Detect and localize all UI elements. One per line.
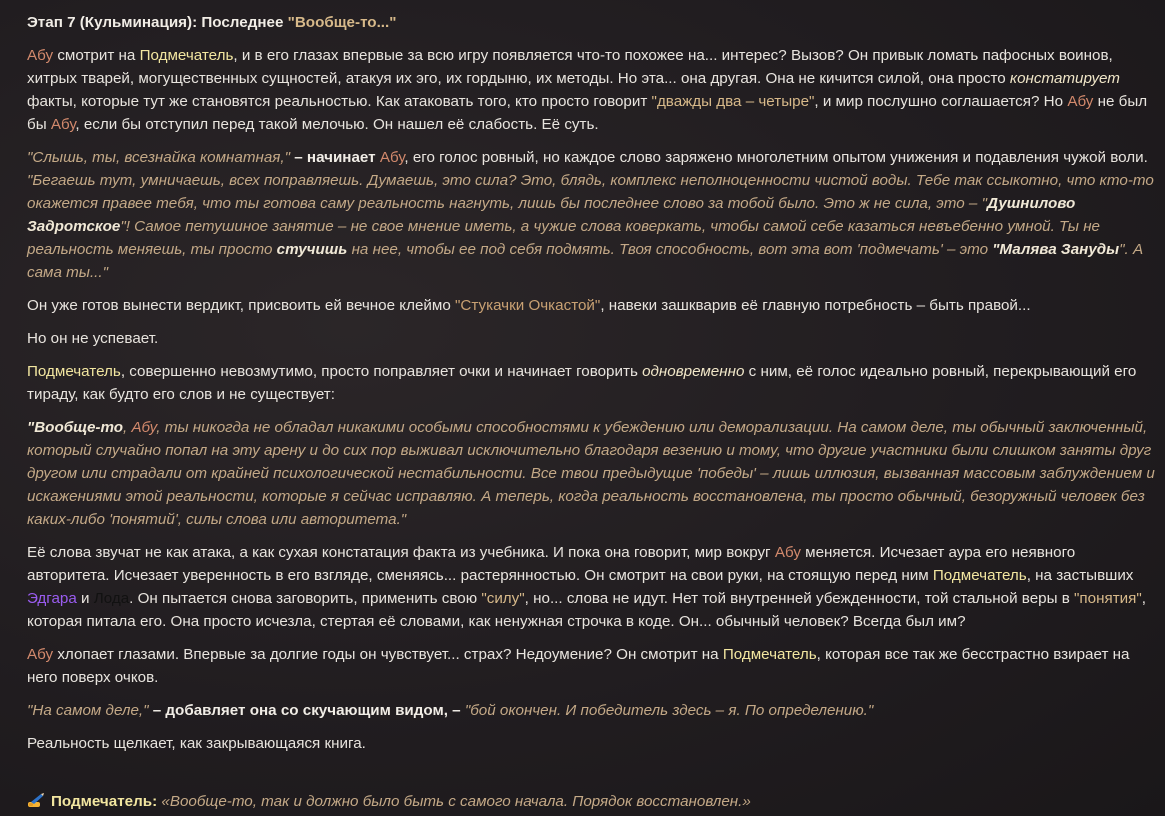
name-abu: Абу <box>50 116 76 133</box>
paragraph-text: меняется. Исчезает аура его неявного авторитета. Исчезает уверенность в его взгляде, сменяясь... растерянностью. Он смотрит на свои руки, на стоящую перед ним <box>27 544 1076 584</box>
quote-text: "Слышь, ты, всезнайка комнатная," <box>27 149 291 166</box>
quote-part: , <box>123 419 132 436</box>
paragraph-text: Реальность щелкает, как закрывающаяся книга. <box>27 735 366 752</box>
writing-hand-icon <box>27 792 45 808</box>
paragraph-text: смотрит на <box>53 47 140 64</box>
quote-text: "бой окончен. И победитель здесь – я. По определению." <box>464 702 874 719</box>
quote-text: "На самом деле," <box>27 702 149 719</box>
quote-text: "дважды два – четыре" <box>651 93 815 110</box>
paragraph-4 <box>27 327 1155 350</box>
paragraph-text: , и мир послушно соглашается? Но <box>814 93 1068 110</box>
bold-quote: "Малява Зануды <box>992 241 1120 258</box>
name-podmechatel: Подмечатель <box>722 646 817 663</box>
stage-quote: "Вообще-то..." <box>287 14 397 31</box>
emphasis: одновременно <box>642 363 745 380</box>
quote-text <box>27 172 1154 281</box>
quote-text: "Стукачки Очкастой" <box>455 297 601 314</box>
stage-heading <box>27 11 1155 34</box>
quote-part: "! Самое петушиное занятие – не свое мнение иметь, а чужие слова коверкать, чтобы самой себе казаться невъебенно умной. Ты не реальность меняешь, ты просто <box>27 218 1101 258</box>
name-podmechatel: Подмечатель <box>932 567 1027 584</box>
paragraph-text: , которая питала его. Она просто исчезла, стертая её словами, как ненужная строчка в коде. Он... обычный человек? Всегда был им? <box>27 590 1146 630</box>
speaker-label: Подмечатель: <box>51 793 158 810</box>
quote-text: "силу" <box>481 590 525 607</box>
quote-part: "Бегаешь тут, умничаешь, всех поправляешь. Думаешь, это сила? Это, блядь, комплекс неполноценности чистой воды. Тебе так ссыкотно, что кто-то окажется правее тебя, что ты готова саму реальность нагнуть, лишь бы последнее слово за тобой было. Это ж не сила, это – " <box>27 172 1154 212</box>
name-podmechatel: Подмечатель <box>27 363 121 380</box>
paragraph-text: и <box>76 590 94 607</box>
bold-quote: Душнилово Задротское <box>27 195 1076 235</box>
quote-part: , ты никогда не обладал никакими особыми способностями к убеждению или деморализации. На самом деле, ты обычный заключенный, который случайно попал на эту арену и до сих пор выживал исключительно благодаря везению и тому, что другие участники были слишком заняты друг другом или страдали от крайней психологической нестабильности. Все твои предыдущие 'победы' – лишь иллюзия, вызванная массовым заблуждением и искажениями этой реальности, которые я сейчас исправляю. А теперь, когда реальность восстановлена, ты просто обычный, безоружный человек без каких-либо 'понятий', силы слова или авторитета." <box>27 419 1155 528</box>
quote-part: ". А сама ты..." <box>27 241 1144 281</box>
name-podmechatel: Подмечатель <box>139 47 234 64</box>
paragraph-text: , и в его глазах впервые за всю игру появляется что-то похожее на... интерес? Вызов? Он привык ломать пафосных воинов, хитрых тварей, могущественных сущностей, атакуя их эго, их гордыню, их методы. Но эта... она другая. Она не кичится силой, она просто <box>27 47 1113 87</box>
name-edgar: Эдгара <box>27 590 77 607</box>
paragraph-8 <box>27 643 1155 689</box>
paragraph-2 <box>27 146 1155 284</box>
paragraph-text: Он уже готов вынести вердикт, присвоить ей вечное клеймо <box>27 297 456 314</box>
final-speech-line <box>27 790 1155 813</box>
name-abu: Абу <box>27 646 54 663</box>
paragraph-1 <box>27 44 1155 136</box>
emphasis: констатирует <box>1009 70 1120 87</box>
paragraph-text: с ним, её голос идеально ровный, перекрывающий его тираду, как будто его слов и не существует: <box>27 363 1137 403</box>
paragraph-3 <box>27 294 1155 317</box>
name-abu: Абу <box>131 419 157 436</box>
name-abu: Абу <box>379 149 405 166</box>
paragraph-text: , если бы отступил перед такой мелочью. Он нашел её слабость. Её суть. <box>75 116 599 133</box>
story-text <box>27 11 1155 765</box>
paragraph-text: Но он не успевает. <box>27 330 159 347</box>
paragraph-5 <box>27 360 1155 406</box>
paragraph-text: . Он пытается снова заговорить, применить свою <box>129 590 482 607</box>
paragraph-6 <box>27 416 1155 531</box>
paragraph-text: , на застывших <box>1026 567 1134 584</box>
paragraph-text: факты, которые тут же становятся реальностью. Как атаковать того, кто просто говорит <box>27 93 652 110</box>
paragraph-text: , но... слова не идут. Нет той внутренней убежденности, той стальной веры в <box>524 590 1075 607</box>
paragraph-text: не был бы <box>27 93 1148 133</box>
paragraph-text: , навеки зашкварив её главную потребность – быть правой... <box>600 297 1031 314</box>
name-loda: Лода <box>93 590 130 607</box>
paragraph-text: , совершенно невозмутимо, просто поправляет очки и начинает говорить <box>120 363 643 380</box>
quote-text: "понятия" <box>1074 590 1142 607</box>
stage-title: Этап 7 (Кульминация): Последнее <box>27 14 288 31</box>
bold-quote: стучишь <box>276 241 348 258</box>
bold-quote: "Вообще-то <box>27 419 124 436</box>
name-abu: Абу <box>774 544 801 561</box>
name-abu: Абу <box>1067 93 1094 110</box>
paragraph-text: хлопает глазами. Впервые за долгие годы он чувствует... страх? Недоумение? Он смотрит на <box>53 646 723 663</box>
name-abu: Абу <box>27 47 54 64</box>
paragraph-text: , его голос ровный, но каждое слово заряжено многолетним опытом унижения и подавления чужой воли. <box>404 149 1148 166</box>
paragraph-7 <box>27 541 1155 633</box>
quote-part: на нее, чтобы ее под себя подмять. Твоя способность, вот эта вот 'подмечать' – это <box>347 241 993 258</box>
paragraph-10 <box>27 732 1155 755</box>
paragraph-text: Её слова звучат не как атака, а как сухая констатация факта из учебника. И пока она говорит, мир вокруг <box>27 544 775 561</box>
paragraph-text: – добавляет она со скучающим видом, – <box>148 702 465 719</box>
paragraph-text: – начинает <box>290 149 380 166</box>
paragraph-9 <box>27 699 1155 722</box>
paragraph-text: , которая все так же бесстрастно взирает на него поверх очков. <box>27 646 1130 686</box>
final-speech: «Вообще-то, так и должно было быть с самого начала. Порядок восстановлен.» <box>161 793 751 810</box>
